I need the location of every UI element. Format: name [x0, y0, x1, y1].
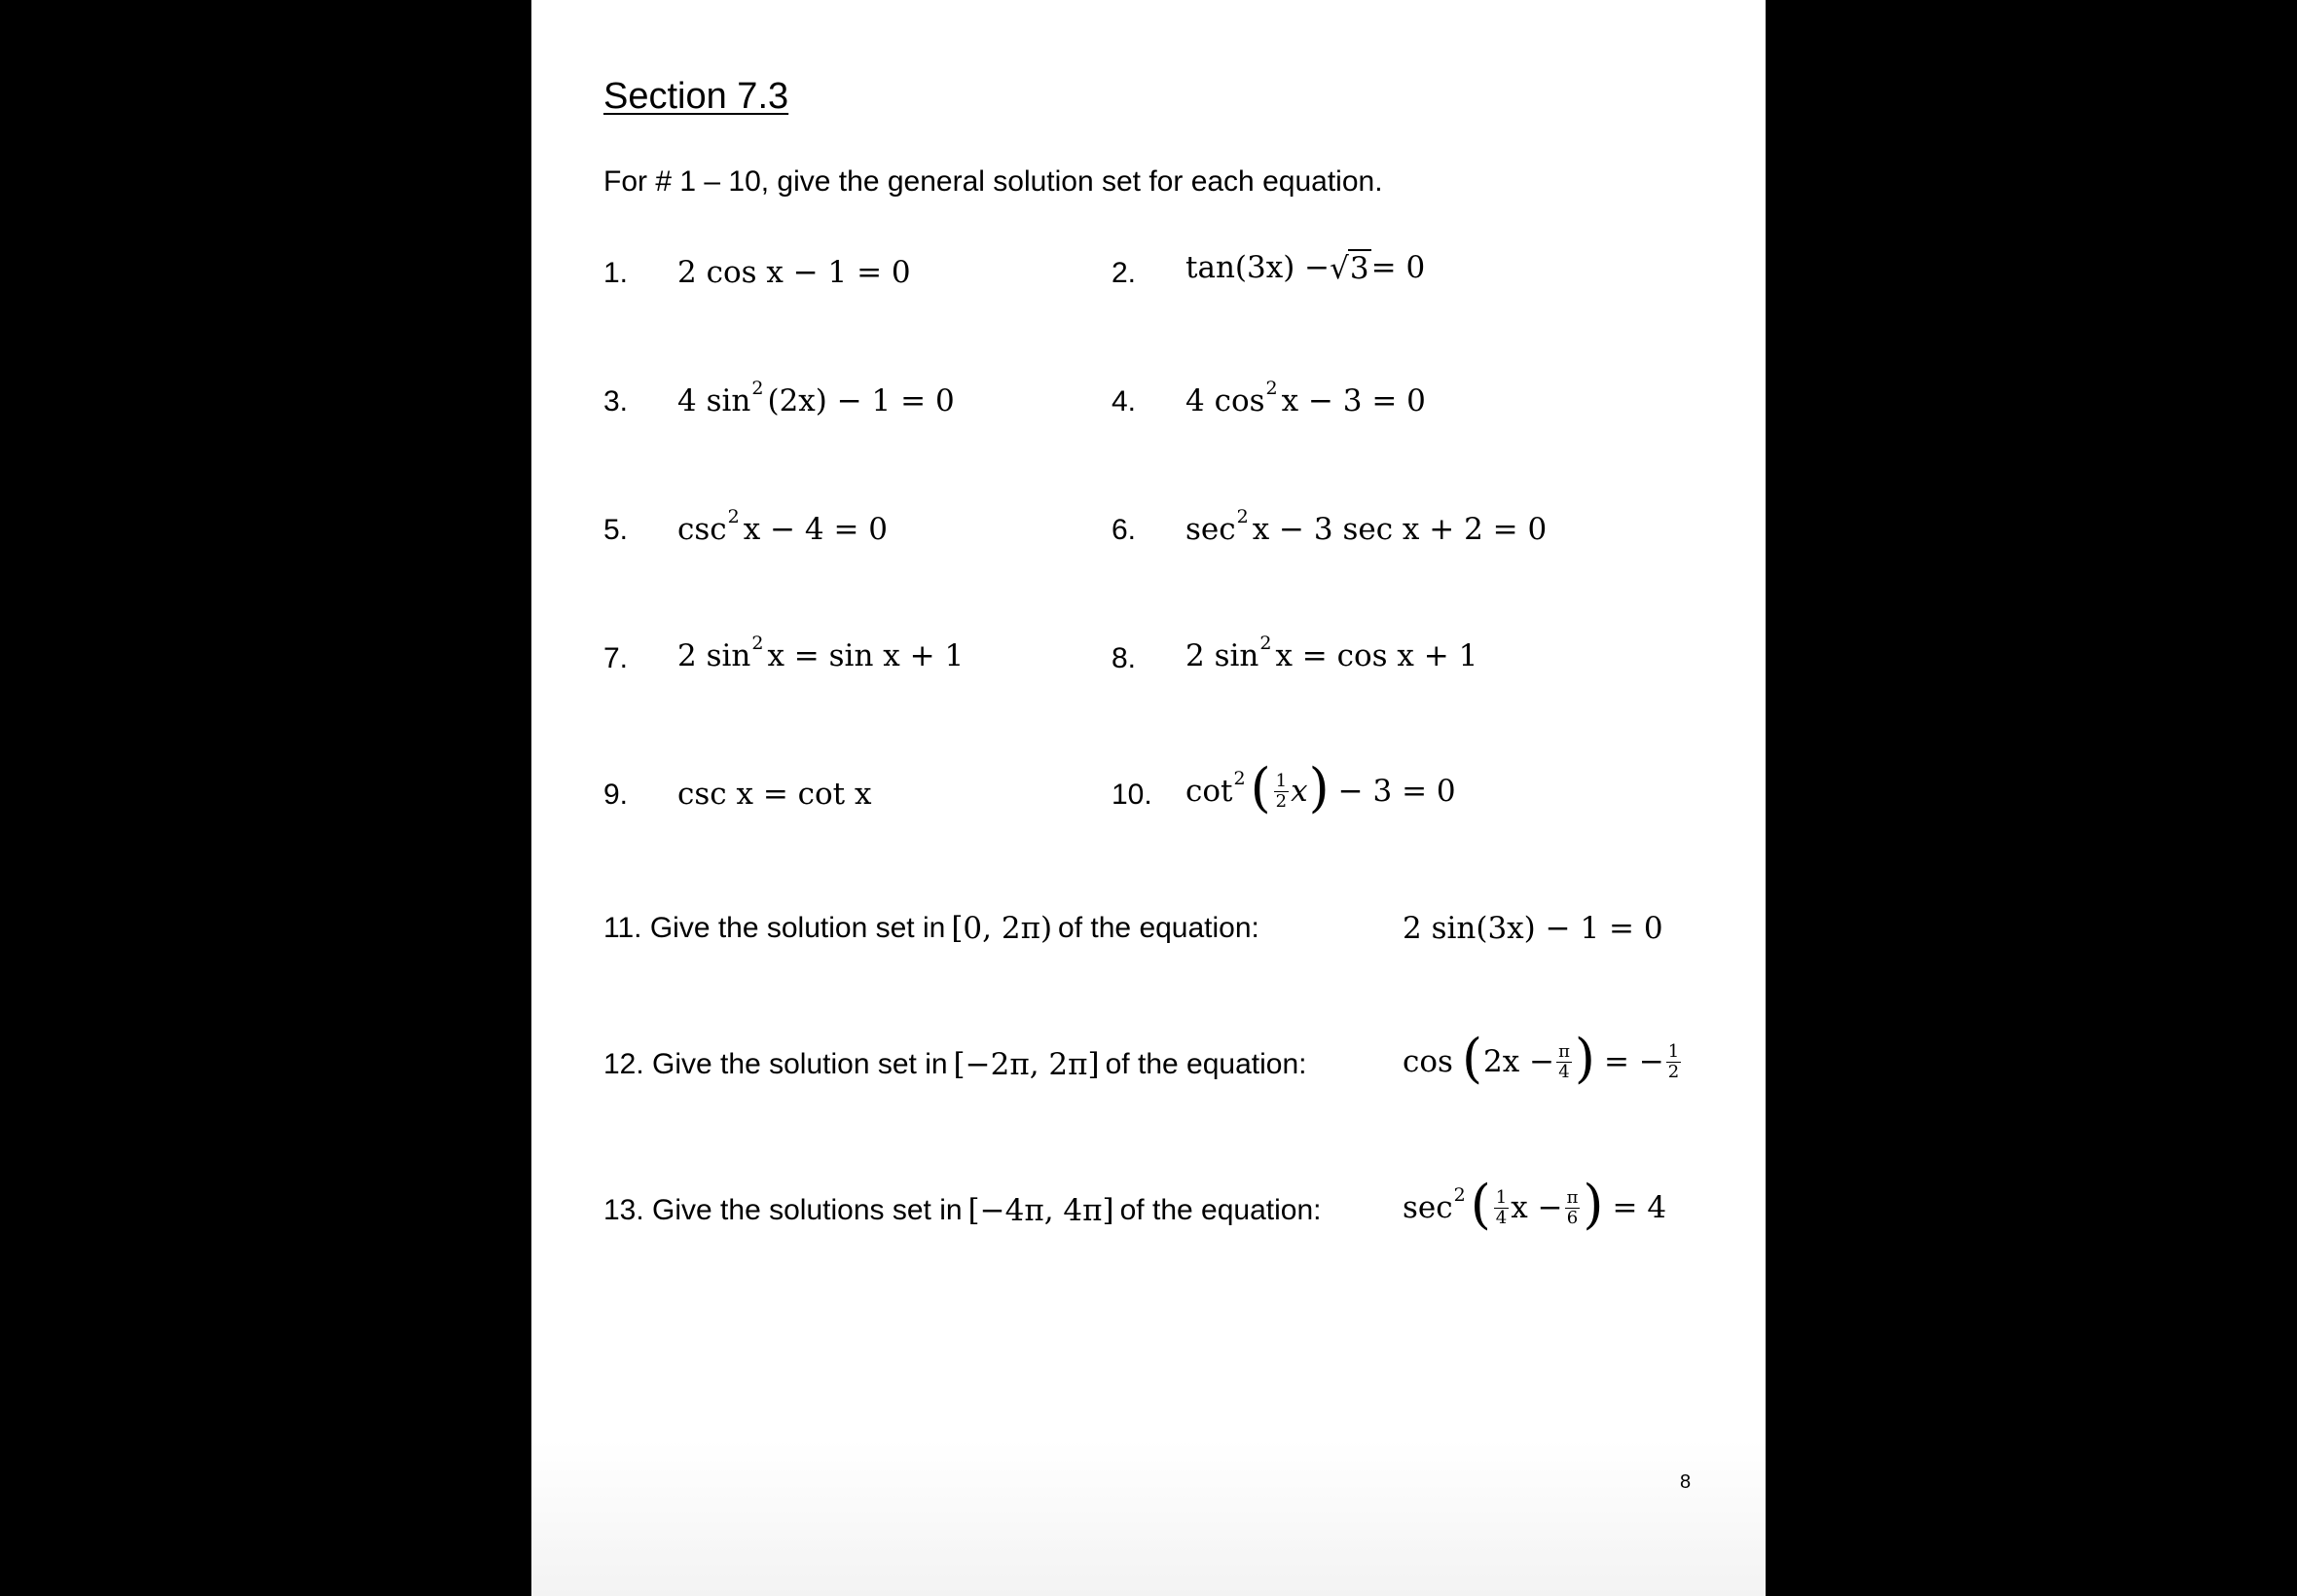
problem-number-4: 4.: [1112, 385, 1137, 417]
equation-11-text: 2 sin(3x) − 1 = 0: [1403, 911, 1663, 946]
equation-12-equals: = −: [1603, 1044, 1664, 1079]
equation-9-text: csc x = cot x: [677, 777, 872, 812]
numerator: 1: [1275, 770, 1288, 791]
equation-8-text: 2 sin: [1185, 638, 1259, 673]
problem-number-2: 2.: [1112, 257, 1137, 289]
exponent: 2: [1453, 1184, 1466, 1206]
right-paren: ): [1583, 1174, 1604, 1235]
equation-13-tail: = 4: [1612, 1190, 1667, 1225]
equation-8-tail: x = cos x + 1: [1275, 638, 1478, 673]
fraction: [1565, 1186, 1581, 1228]
equation-5-text: csc: [677, 512, 727, 547]
equation-2-text: tan(3x) −: [1185, 250, 1331, 285]
equation-12: [1403, 1028, 1683, 1089]
equation-5: [677, 506, 889, 547]
equation-8: [1185, 633, 1478, 673]
left-paren: (: [1250, 757, 1271, 818]
right-paren: ): [1574, 1028, 1595, 1089]
fraction: [1274, 770, 1289, 812]
problem-number-7: 7.: [603, 642, 629, 674]
equation-4-text: 4 cos: [1185, 383, 1265, 418]
question-12-label: 12. Give the solution set in: [603, 1048, 948, 1080]
equation-7-text: 2 sin: [677, 638, 751, 673]
equation-7-tail: x = sin x + 1: [767, 638, 965, 673]
problem-number-3: 3.: [603, 385, 629, 417]
equation-1: [677, 255, 911, 290]
equation-10: [1185, 757, 1456, 818]
instructions: For # 1 – 10, give the general solution set for each equation.: [603, 165, 1383, 198]
equation-4: [1185, 378, 1426, 418]
denominator: 2: [1275, 790, 1288, 812]
problem-number-5: 5.: [603, 514, 629, 546]
question-11: [603, 911, 1259, 946]
question-13-interval: [−4π, 4π]: [967, 1193, 1114, 1228]
equation-13-text: sec: [1403, 1190, 1453, 1225]
equation-4-tail: x − 3 = 0: [1281, 383, 1426, 418]
exponent: 2: [1236, 506, 1249, 527]
right-paren: ): [1308, 757, 1330, 818]
denominator: 4: [1495, 1207, 1508, 1228]
equation-6-tail: x − 3 sec x + 2 = 0: [1252, 512, 1548, 547]
section-heading: Section 7.3: [603, 76, 789, 117]
problem-number-1: 1.: [603, 257, 629, 289]
fraction: [1556, 1040, 1572, 1082]
equation-3: [677, 378, 955, 418]
question-12-interval: [−2π, 2π]: [953, 1047, 1100, 1082]
equation-12-inner: 2x −: [1483, 1044, 1555, 1079]
equation-2-tail: = 0: [1370, 250, 1426, 285]
left-paren: (: [1470, 1174, 1491, 1235]
exponent: 2: [1265, 378, 1278, 399]
document-page: [531, 0, 1766, 1596]
question-11-label: 11. Give the solution set in: [603, 912, 946, 944]
question-12-tail: of the equation:: [1105, 1048, 1307, 1080]
denominator: 6: [1566, 1207, 1579, 1228]
equation-3-text: 4 sin: [677, 383, 751, 418]
fraction: [1666, 1040, 1681, 1082]
equation-9: [677, 777, 871, 812]
question-13-label: 13. Give the solutions set in: [603, 1194, 963, 1226]
exponent: 2: [727, 506, 740, 527]
problem-number-9: 9.: [603, 779, 629, 811]
question-11-tail: of the equation:: [1058, 912, 1259, 944]
question-13-tail: of the equation:: [1119, 1194, 1322, 1226]
equation-10-text: cot: [1185, 774, 1233, 809]
equation-13-inner: x −: [1511, 1190, 1563, 1225]
equation-5-tail: x − 4 = 0: [743, 512, 889, 547]
numerator: 1: [1495, 1186, 1508, 1208]
radicand: 3: [1349, 251, 1369, 286]
exponent: 2: [751, 378, 764, 399]
question-11-interval: [0, 2π): [951, 911, 1053, 946]
equation-6-text: sec: [1185, 512, 1236, 547]
exponent: 2: [1259, 633, 1272, 654]
equation-3-tail: (2x) − 1 = 0: [767, 383, 955, 418]
page-number: 8: [1680, 1471, 1692, 1493]
equation-13: [1403, 1174, 1667, 1235]
left-paren: (: [1461, 1028, 1483, 1089]
exponent: 2: [751, 633, 764, 654]
sqrt-symbol: √ 3: [1330, 251, 1369, 286]
problem-number-10: 10.: [1112, 779, 1152, 811]
exponent: 2: [1233, 768, 1246, 789]
denominator: 4: [1558, 1061, 1570, 1082]
equation-6: [1185, 506, 1548, 547]
question-12: [603, 1047, 1306, 1082]
equation-11: [1403, 911, 1663, 946]
equation-7: [677, 633, 965, 673]
variable: x: [1291, 774, 1308, 809]
denominator: 2: [1667, 1061, 1680, 1082]
numerator: 1: [1667, 1040, 1680, 1062]
equation-1-text: 2 cos x − 1 = 0: [677, 255, 911, 290]
numerator: π: [1566, 1186, 1579, 1208]
question-13: [603, 1193, 1321, 1228]
equation-10-tail: − 3 = 0: [1337, 774, 1456, 809]
equation-2: [1185, 249, 1425, 286]
problem-number-6: 6.: [1112, 514, 1137, 546]
fraction: [1494, 1186, 1509, 1228]
numerator: π: [1558, 1040, 1570, 1062]
problem-number-8: 8.: [1112, 642, 1137, 674]
equation-12-text: cos: [1403, 1044, 1453, 1079]
